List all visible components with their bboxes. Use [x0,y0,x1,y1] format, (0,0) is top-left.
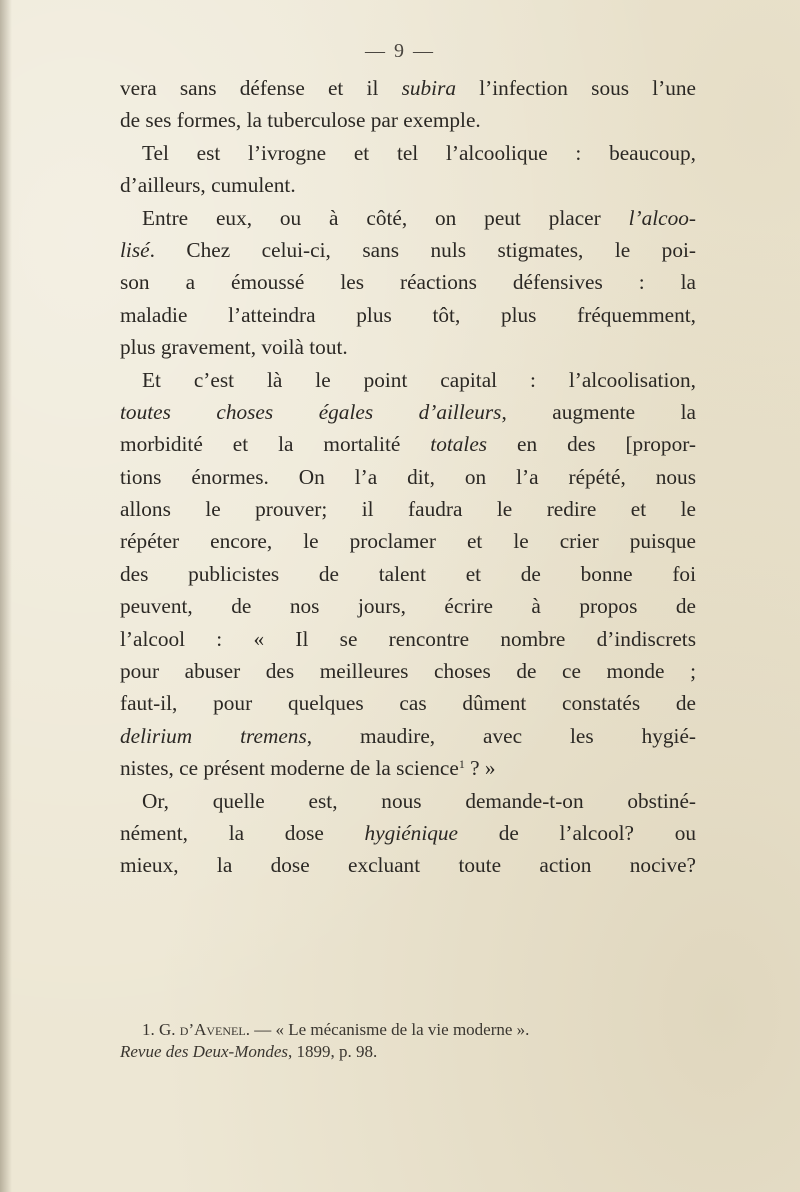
italic-phrase: toutes choses égales d’ailleurs [120,399,502,424]
text-line: Tel est l’ivrogne et tel l’alcoolique : beaucoup, [142,140,696,165]
text-line: lisé. Chez celui-ci, sans nuls stigmates, le poi- [120,237,696,262]
text-line: morbidité et la mortalité totales en des [propor- [120,432,696,457]
page-number: — 9 — [365,40,435,62]
text-line: maladie l’atteindra plus tôt, plus fréquemment, [120,302,696,327]
italic-word: hygiénique [364,820,458,845]
text-line: Et c’est là le point capital : l’alcoolisation, [142,367,696,392]
text-line: plus gravement, voilà tout. [120,335,348,360]
text-line: faut-il, pour quelques cas dûment constatés de [120,691,696,716]
text-line: allons le prouver; il faudra le redire et le [120,497,696,522]
text-line: l’alcool : « Il se rencontre nombre d’indiscrets [120,626,696,651]
text-line: de ses formes, la tuberculose par exemple. [120,108,481,133]
italic-phrase: delirium tremens [120,723,307,748]
italic-word: lisé [120,237,150,262]
text-line: des publicistes de talent et de bonne foi [120,561,696,586]
body-text [120,72,696,882]
footnote-author: d’Avenel [179,1020,246,1039]
footnote [120,1019,696,1063]
footnote-line: Revue des Deux-Mondes, 1899, p. 98. [120,1042,378,1061]
text-line: son a émoussé les réactions défensives : la [120,270,696,295]
footnote-journal: Revue des Deux-Mondes [120,1042,289,1061]
text-line: pour abuser des meilleures choses de ce monde ; [120,659,696,684]
text-line: nistes, ce présent moderne de la science$^1$ ? » [120,756,496,781]
italic-word: l’alcoo- [628,205,696,230]
text-line: mieux, la dose excluant toute action nocive? [120,853,696,878]
text-line: répéter encore, le proclamer et le crier puisque [120,529,696,554]
italic-word: totales [430,432,488,457]
text-line: tions énormes. On l’a dit, on l’a répété, nous [120,464,696,489]
page-binding-shadow [0,0,12,1192]
text-line: vera sans défense et il subira l’infection sous l’une [120,76,696,100]
text-line: delirium tremens, maudire, avec les hygié- [120,723,696,748]
text-line: peuvent, de nos jours, écrire à propos de [120,594,696,619]
text-line: d’ailleurs, cumulent. [120,173,296,198]
text-line: toutes choses égales d’ailleurs, augmente la [120,399,696,424]
footnote-reference[interactable]: 1 [458,757,465,772]
footnote-line: 1. G. d’Avenel. — « Le mécanisme de la vie moderne ». [142,1020,530,1039]
text-line: Entre eux, ou à côté, on peut placer l’alcoo- [142,205,696,230]
italic-word: subira [401,76,457,100]
text-line: nément, la dose hygiénique de l’alcool? ou [120,820,697,845]
text-line: Or, quelle est, nous demande-t-on obstiné- [142,788,696,813]
